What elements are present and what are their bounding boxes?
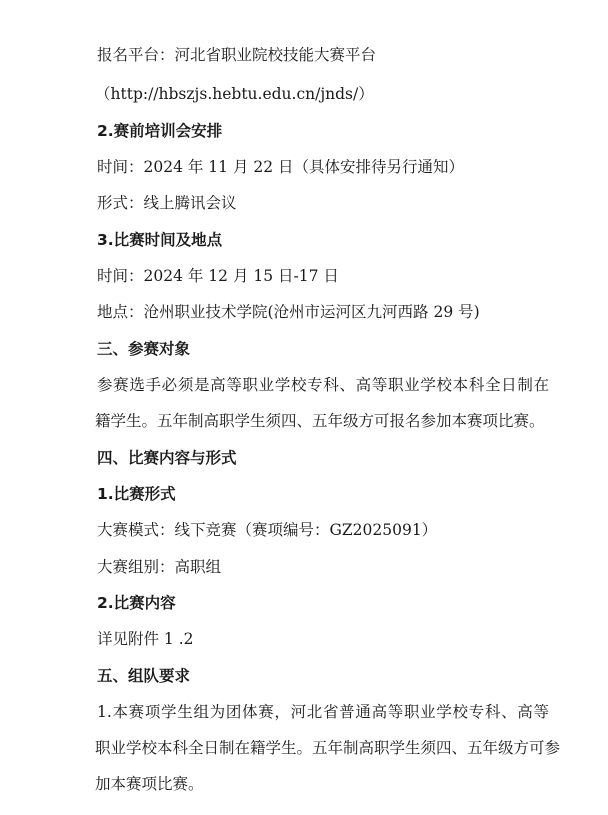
- heading-pretraining: 2.赛前培训会安排: [97, 122, 223, 140]
- competition-location: 地点：沧州职业技术学院(沧州市运河区九河西路 29 号): [97, 303, 480, 321]
- registration-platform: 报名平台：河北省职业院校技能大赛平台: [97, 46, 377, 64]
- heading-participants: 三、参赛对象: [97, 340, 191, 358]
- pretraining-time: 时间：2024 年 11 月 22 日（具体安排待另行通知）: [97, 158, 465, 176]
- pretraining-format: 形式：线上腾讯会议: [97, 194, 237, 212]
- team-text-line-2: 职业学校本科全日制在籍学生。五年制高职学生须四、五年级方可参: [95, 739, 561, 757]
- participants-text-line-2: 籍学生。五年制高职学生须四、五年级方可报名参加本赛项比赛。: [95, 412, 545, 430]
- heading-competition-content: 2.比赛内容: [97, 594, 176, 612]
- competition-group: 大赛组别：高职组: [97, 558, 222, 576]
- heading-content-format: 四、比赛内容与形式: [97, 449, 237, 467]
- heading-team-requirements: 五、组队要求: [97, 667, 191, 685]
- registration-url: （http://hbszjs.hebtu.edu.cn/jnds/）: [95, 85, 374, 103]
- team-text-line-3: 加本赛项比赛。: [95, 775, 204, 793]
- heading-time-location: 3.比赛时间及地点: [97, 231, 223, 249]
- content-reference: 详见附件 1 .2: [97, 630, 194, 648]
- competition-time: 时间：2024 年 12 月 15 日-17 日: [97, 267, 339, 285]
- heading-competition-format: 1.比赛形式: [97, 485, 176, 503]
- team-text-line-1: 1.本赛项学生组为团体赛，河北省普通高等职业学校专科、高等: [97, 703, 549, 721]
- competition-mode: 大赛模式：线下竞赛（赛项编号：GZ2025091）: [97, 521, 438, 539]
- participants-text-line-1: 参赛选手必须是高等职业学校专科、高等职业学校本科全日制在: [97, 376, 549, 394]
